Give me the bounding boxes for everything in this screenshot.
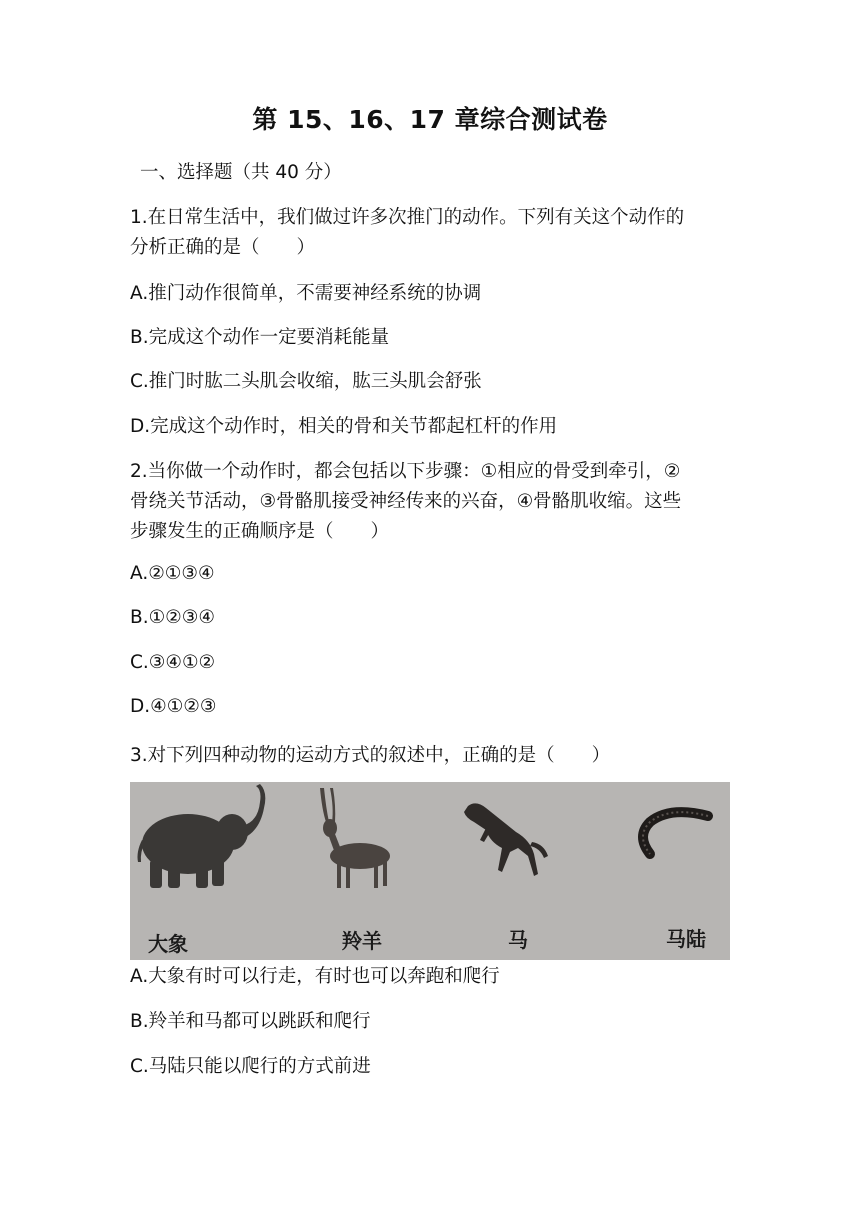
q3-option-c: C.马陆只能以爬行的方式前进 <box>130 1056 371 1077</box>
animals-illustration <box>130 782 730 960</box>
q1-option-c: C.推门时肱二头肌会收缩，肱三头肌会舒张 <box>130 371 482 392</box>
q1-option-d: D.完成这个动作时，相关的骨和关节都起杠杆的作用 <box>130 416 558 437</box>
figure-label-elephant: 大象 <box>148 932 188 956</box>
q3-stem: 3.对下列四种动物的运动方式的叙述中，正确的是（ ） <box>130 745 611 766</box>
q3-option-a: A.大象有时可以行走，有时也可以奔跑和爬行 <box>130 966 500 987</box>
q2-stem-line1: 2.当你做一个动作时，都会包括以下步骤：①相应的骨受到牵引，② <box>130 461 681 482</box>
figure-label-horse: 马 <box>508 928 528 952</box>
q2-option-c: C.③④①② <box>130 652 216 673</box>
page-title: 第 15、16、17 章综合测试卷 <box>252 105 608 134</box>
q2-option-b: B.①②③④ <box>130 607 215 628</box>
q2-stem-line2: 骨绕关节活动，③骨骼肌接受神经传来的兴奋，④骨骼肌收缩。这些 <box>130 491 682 512</box>
q3-option-b: B.羚羊和马都可以跳跃和爬行 <box>130 1011 371 1032</box>
figure-label-antelope: 羚羊 <box>342 929 382 953</box>
figure-label-millipede: 马陆 <box>666 927 706 951</box>
millipede-illustration <box>643 812 708 854</box>
q1-stem-line1: 1.在日常生活中，我们做过许多次推门的动作。下列有关这个动作的 <box>130 207 685 228</box>
horse-illustration <box>464 803 548 876</box>
q2-option-a: A.②①③④ <box>130 563 215 584</box>
elephant-illustration <box>138 784 266 888</box>
q1-option-a: A.推门动作很简单，不需要神经系统的协调 <box>130 283 482 304</box>
q2-option-d: D.④①②③ <box>130 696 217 717</box>
antelope-illustration <box>320 788 390 888</box>
animals-figure <box>130 782 730 960</box>
section-heading: 一、选择题（共 40 分） <box>140 162 342 183</box>
q2-stem-line3: 步骤发生的正确顺序是（ ） <box>130 521 390 542</box>
q1-option-b: B.完成这个动作一定要消耗能量 <box>130 327 390 348</box>
q1-stem-line2: 分析正确的是（ ） <box>130 237 316 258</box>
